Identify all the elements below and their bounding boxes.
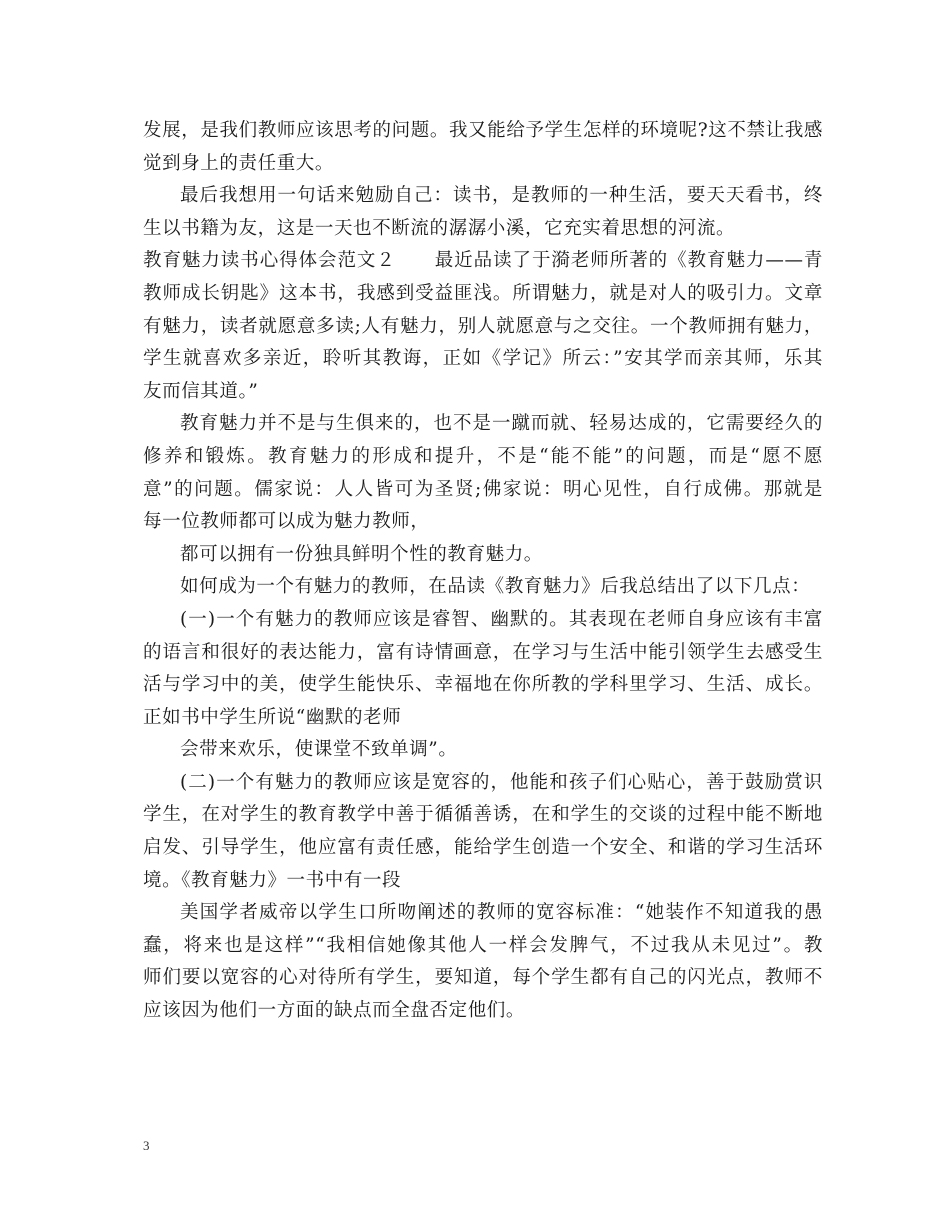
page-number: 3 <box>143 1138 150 1153</box>
text-line: (二)一个有魅力的教师应该是宽容的，他能和孩子们心贴心，善于鼓励赏识 <box>180 771 823 793</box>
text-line: 都可以拥有一份独具鲜明个性的教育魅力。 <box>180 543 543 565</box>
text-line: 有魅力，读者就愿意多读;人有魅力，别人就愿意与之交往。一个教师拥有魅力， <box>143 315 823 337</box>
text-line: 活与学习中的美，使学生能快乐、幸福地在你所教的学科里学习、生活、成长。 <box>143 674 823 696</box>
text-line: 美国学者威帝以学生口所吻阐述的教师的宽容标准：“她装作不知道我的愚 <box>180 902 823 924</box>
text-line: 觉到身上的责任重大。 <box>143 152 335 174</box>
text-line: 境。《教育魅力》一书中有一段 <box>143 869 402 891</box>
text-line: 意”的问题。儒家说：人人皆可为圣贤;佛家说：明心见性，自行成佛。那就是 <box>143 478 823 500</box>
text-line: 学生就喜欢多亲近，聆听其教诲，正如《学记》所云：”安其学而亲其师，乐其 <box>143 348 823 370</box>
text-line: 蠢，将来也是这样”“我相信她像其他人一样会发脾气，不过我从未见过”。教 <box>143 934 823 956</box>
text-line: 发展，是我们教师应该思考的问题。我又能给予学生怎样的环境呢?这不禁让我感 <box>143 120 823 141</box>
text-line: 会带来欢乐，使课堂不致单调”。 <box>180 739 458 761</box>
text-line: 启发、引导学生，他应富有责任感，能给学生创造一个安全、和谐的学习生活环 <box>143 837 823 859</box>
text-line: 师们要以宽容的心对待所有学生，要知道，每个学生都有自己的闪光点，教师不 <box>143 967 823 989</box>
text-line: 修养和锻炼。教育魅力的形成和提升，不是“能不能”的问题，而是“愿不愿 <box>143 445 823 467</box>
text-line: (一)一个有魅力的教师应该是睿智、幽默的。其表现在老师自身应该有丰富 <box>180 608 823 630</box>
text-line: 应该因为他们一方面的缺点而全盘否定他们。 <box>143 1000 526 1022</box>
body-text <box>143 115 823 1028</box>
text-line: 友而信其道。” <box>143 380 259 402</box>
text-line: 的语言和很好的表达能力，富有诗情画意，在学习与生活中能引领学生去感受生 <box>143 641 823 663</box>
text-line: 生以书籍为友，这是一天也不断流的潺潺小溪，它充实着思想的河流。 <box>143 217 736 239</box>
text-line: 最后我想用一句话来勉励自己：读书，是教师的一种生活，要天天看书，终 <box>180 185 823 207</box>
text-line: 正如书中学生所说“幽默的老师 <box>143 706 402 728</box>
text-line: 如何成为一个有魅力的教师，在品读《教育魅力》后我总结出了以下几点： <box>180 576 811 598</box>
text-line: 每一位教师都可以成为魅力教师， <box>143 511 430 533</box>
text-line: 教育魅力读书心得体会范文２ 最近品读了于漪老师所著的《教育魅力——青 <box>143 250 823 272</box>
text-line: 学生，在对学生的教育教学中善于循循善诱，在和学生的交谈的过程中能不断地 <box>143 804 823 826</box>
text-line: 教育魅力并不是与生俱来的，也不是一蹴而就、轻易达成的，它需要经久的 <box>180 413 823 435</box>
text-line: 教师成长钥匙》这本书，我感到受益匪浅。所谓魅力，就是对人的吸引力。文章 <box>143 282 823 304</box>
